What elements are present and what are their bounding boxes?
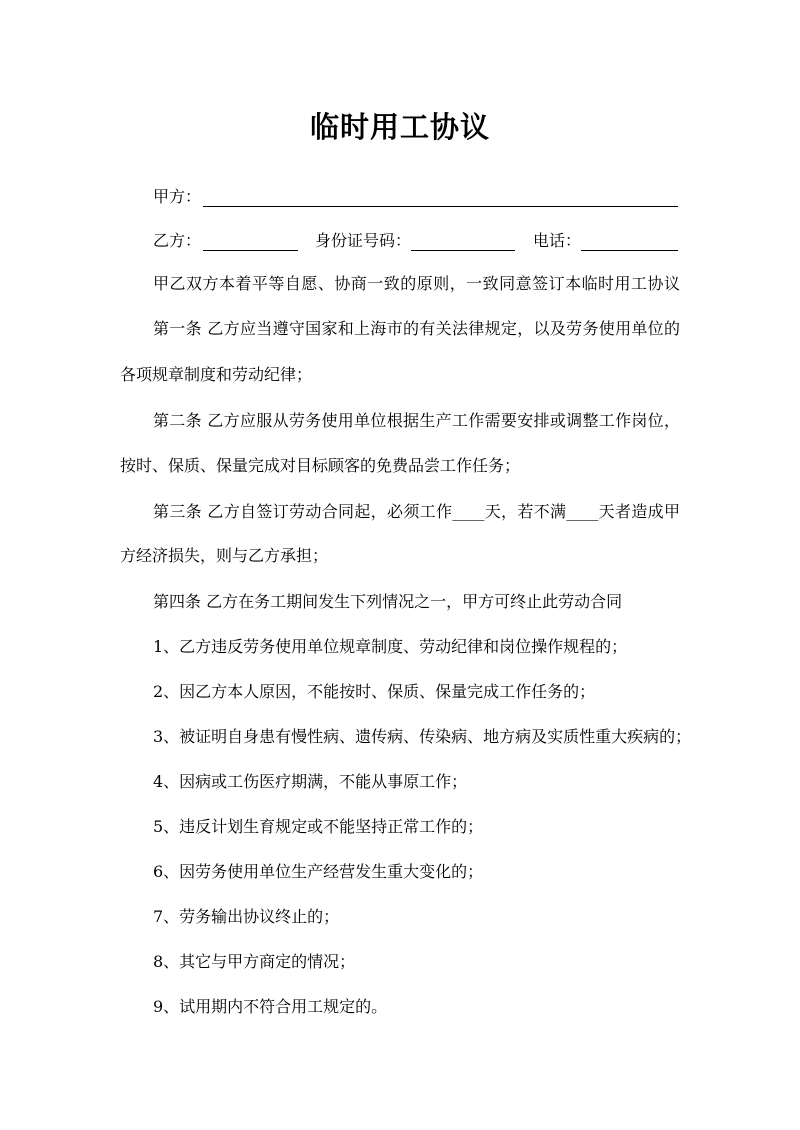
list-item: 6、因劳务使用单位生产经营发生重大变化的； [153,862,484,881]
clause-3-line-2: 方经济损失，则与乙方承担； [120,546,329,565]
clause-2-line-2: 按时、保质、保量完成对目标顾客的免费品尝工作任务； [120,456,521,475]
list-item: 3、被证明自身患有慢性病、遗传病、传染病、地方病及实质性重大疾病的； [153,727,692,746]
party-b-blank-line [203,231,298,251]
clause-1-line-2: 各项规章制度和劳动纪律； [120,365,313,384]
clause-2-line-1: 第二条 乙方应服从劳务使用单位根据生产工作需要安排或调整工作岗位， [153,411,680,430]
party-a-label: 甲方： [153,187,202,206]
list-item: 9、试用期内不符合用工规定的。 [153,997,388,1016]
id-number-blank-line [411,231,515,251]
party-a-blank-line [203,187,678,207]
list-item: 1、乙方违反劳务使用单位规章制度、劳动纪律和岗位操作规程的； [153,637,628,656]
list-item: 7、劳务输出协议终止的； [153,907,340,926]
phone-label: 电话： [533,231,582,250]
party-b-label: 乙方： [153,231,202,250]
clause-1-line-1: 第一条 乙方应当遵守国家和上海市的有关法律规定，以及劳务使用单位的 [153,319,680,338]
clause-4-line-1: 第四条 乙方在务工期间发生下列情况之一，甲方可终止此劳动合同 [153,592,623,611]
list-item: 4、因病或工伤医疗期满，不能从事原工作； [153,772,468,791]
phone-blank-line [581,231,678,251]
list-item: 5、违反计划生育规定或不能坚持正常工作的； [153,817,484,836]
list-item: 2、因乙方本人原因，不能按时、保质、保量完成工作任务的； [153,682,596,701]
list-item: 8、其它与甲方商定的情况； [153,952,356,971]
intro-paragraph: 甲乙双方本着平等自愿、协商一致的原则，一致同意签订本临时用工协议 [153,274,680,293]
clause-3-line-1: 第三条 乙方自签订劳动合同起，必须工作____天，若不满____天者造成甲 [153,502,680,521]
document-title: 临时用工协议 [309,110,490,144]
id-number-label: 身份证号码： [315,231,412,250]
